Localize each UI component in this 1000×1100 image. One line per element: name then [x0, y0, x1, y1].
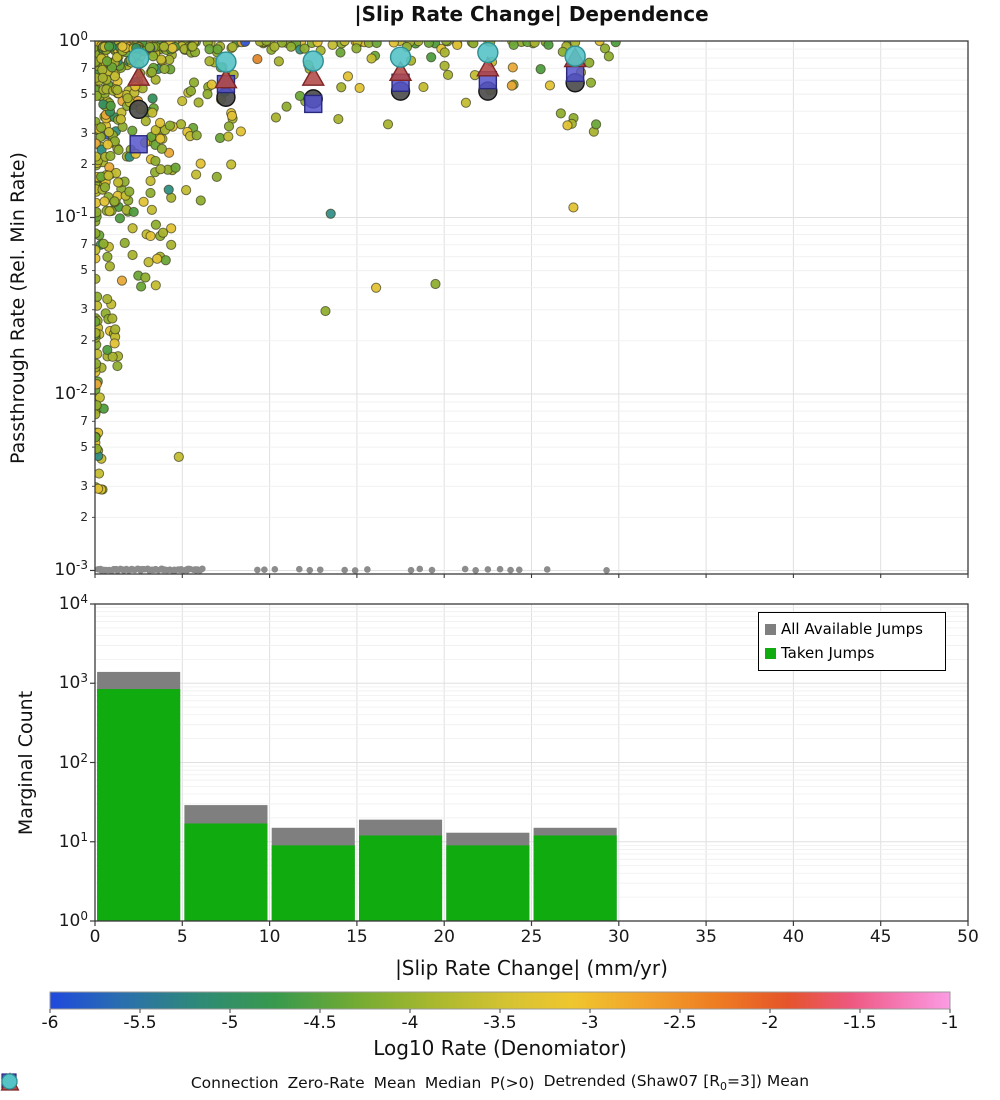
bar-taken-jumps [446, 845, 529, 921]
scatter-dot [253, 54, 262, 63]
scatter-dot [93, 349, 102, 358]
scatter-dot [427, 53, 436, 62]
scatter-dot [128, 250, 137, 259]
marker-legend-item [425, 1074, 481, 1092]
scatter-dot [110, 197, 119, 206]
scatter-dot [367, 54, 376, 63]
detrended-marker [216, 52, 236, 72]
scatter-dot [103, 252, 112, 261]
scatter-dot [148, 94, 157, 103]
colorbar [50, 992, 950, 1009]
scatter-dot [157, 144, 166, 153]
scatter-dot [507, 81, 516, 90]
top-y-minor-label: 3 [80, 302, 88, 317]
zero-rate-dot [416, 566, 423, 573]
detrended-marker [478, 43, 498, 63]
detrended-marker [303, 51, 323, 71]
scatter-dot [151, 281, 160, 290]
scatter-dot [123, 94, 132, 103]
top-y-tick-label: $10^{-3}$ [54, 558, 88, 581]
scatter-dot [508, 63, 517, 72]
scatter-dot [128, 126, 137, 135]
x-tick-label: 50 [957, 927, 979, 947]
scatter-dot [160, 64, 169, 73]
scatter-dot [93, 292, 102, 301]
scatter-dot [92, 380, 101, 389]
x-axis-label: |Slip Rate Change| (mm/yr) [395, 956, 668, 980]
legend-swatch [765, 648, 776, 659]
scatter-dot [98, 73, 107, 82]
scatter-dot [104, 42, 113, 51]
scatter-dot [125, 187, 134, 196]
colorbar-tick-label: -1.5 [843, 1013, 877, 1033]
scatter-dot [431, 279, 440, 288]
scatter-dot [196, 196, 205, 205]
scatter-dot [287, 42, 296, 51]
scatter-dot [270, 42, 279, 51]
scatter-dot [108, 314, 117, 323]
scatter-dot [147, 205, 156, 214]
top-y-minor-label: 2 [80, 333, 88, 348]
bar-taken-jumps [272, 845, 355, 921]
scatter-dot [118, 42, 127, 51]
scatter-dot [164, 185, 173, 194]
marker-legend-label: Detrended (Shaw07 $[R_0=3]$) Mean [543, 1072, 810, 1094]
detrended-marker [565, 46, 585, 66]
scatter-dot [241, 37, 250, 46]
scatter-dot [228, 42, 237, 51]
scatter-dot [116, 115, 125, 124]
scatter-dot [334, 114, 343, 123]
scatter-dot [372, 38, 381, 47]
scatter-dot [156, 134, 165, 143]
bar-taken-jumps [97, 689, 180, 921]
top-y-minor-label: 5 [80, 86, 88, 101]
scatter-dot [117, 276, 126, 285]
scatter-dot [106, 101, 115, 110]
marker-legend-label: Median [424, 1073, 482, 1092]
scatter-dot [545, 81, 554, 90]
scatter-dot [453, 40, 462, 49]
x-tick-label: 30 [607, 927, 630, 947]
scatter-dot [113, 361, 122, 370]
scatter-dot [105, 207, 114, 216]
scatter-dot [295, 91, 304, 100]
histogram-legend [758, 612, 946, 671]
colorbar-tick-label: -4 [401, 1013, 419, 1033]
x-tick-label: 0 [89, 927, 101, 947]
bottom-y-tick-label: $10^3$ [58, 671, 88, 694]
scatter-dot [192, 131, 201, 140]
scatter-dot [326, 209, 335, 218]
x-tick-label: 45 [869, 927, 892, 947]
marker-legend-label: Connection [190, 1073, 279, 1092]
colorbar-tick-label: -5 [221, 1013, 239, 1033]
scatter-dot [120, 238, 129, 247]
scatter-dot [94, 469, 103, 478]
x-tick-label: 40 [782, 927, 805, 947]
scatter-dot [155, 118, 164, 127]
x-tick-label: 5 [176, 927, 188, 947]
zero-rate-dot [254, 567, 261, 574]
top-y-minor-label: 7 [80, 60, 88, 75]
zero-rate-dot [296, 566, 303, 573]
zero-rate-dot [462, 566, 469, 573]
top-y-minor-label: 5 [80, 263, 88, 278]
marker-legend-item [191, 1074, 279, 1092]
scatter-dot [92, 208, 101, 217]
scatter-dot [536, 65, 545, 74]
zero-rate-dot [497, 566, 504, 573]
zero-rate-dot [199, 565, 206, 572]
chart-title: |Slip Rate Change| Dependence [354, 2, 709, 26]
zero-rate-dot [261, 566, 268, 573]
scatter-dot [227, 160, 236, 169]
scatter-dot [174, 452, 183, 461]
scatter-dot [144, 258, 153, 267]
top-y-minor-label: 7 [80, 413, 88, 428]
scatter-dot [146, 188, 155, 197]
x-tick-label: 15 [346, 927, 368, 947]
scatter-dot [182, 186, 191, 195]
x-tick-label: 25 [520, 927, 543, 947]
scatter-dot [148, 108, 157, 117]
scatter-dot [530, 38, 539, 47]
bottom-y-tick-label: $10^0$ [58, 909, 88, 931]
scatter-dot [167, 240, 176, 249]
bar-taken-jumps [184, 823, 267, 921]
scatter-dot [104, 128, 113, 137]
scatter-dot [424, 38, 433, 47]
scatter-dot [99, 239, 108, 248]
circle-legend-icon [0, 1072, 19, 1091]
scatter-dot [271, 113, 280, 122]
colorbar-tick-label: -1 [941, 1013, 959, 1033]
top-y-minor-label: 2 [80, 156, 88, 171]
scatter-dot [213, 45, 222, 54]
scatter-dot [569, 203, 578, 212]
scatter-dot [102, 57, 111, 66]
zero-rate-dot [272, 566, 279, 573]
scatter-dot [168, 43, 177, 52]
bottom-y-axis-label: Marginal Count [15, 690, 37, 836]
scatter-dot [215, 133, 224, 142]
scatter-dot [129, 207, 138, 216]
scatter-dot [383, 120, 392, 129]
marker-legend-item [374, 1074, 416, 1092]
scatter-dot [106, 151, 115, 160]
colorbar-label: Log10 Rate (Denomiator) [373, 1036, 627, 1060]
scatter-dot [336, 48, 345, 57]
colorbar-tick-label: -5.5 [123, 1013, 157, 1033]
scatter-dot [103, 140, 112, 149]
marker-legend-item [288, 1074, 365, 1092]
bottom-y-tick-label: $10^1$ [58, 829, 88, 852]
scatter-dot [110, 339, 119, 348]
scatter-dot [100, 183, 109, 192]
legend-swatch [765, 624, 776, 635]
scatter-dot [146, 231, 155, 240]
scatter-dot [352, 44, 361, 53]
scatter-dot [355, 83, 364, 92]
scatter-dot [100, 197, 109, 206]
scatter-dot [145, 42, 154, 51]
scatter-dot [611, 38, 620, 47]
colorbar-tick-label: -6 [41, 1013, 59, 1033]
bottom-y-tick-label: $10^4$ [58, 592, 88, 614]
top-y-tick-label: $10^{-1}$ [54, 205, 88, 228]
scatter-dot [337, 83, 346, 92]
top-y-axis-label: Passthrough Rate (Rel. Min Rate) [7, 152, 29, 464]
scatter-dot [147, 67, 156, 76]
zero-rate-dot [603, 567, 610, 574]
scatter-dot [128, 224, 137, 233]
scatter-dot [188, 42, 197, 51]
bar-taken-jumps [534, 835, 617, 921]
legend-item-label: All Available Jumps [781, 620, 923, 638]
scatter-dot [158, 228, 167, 237]
median-marker [130, 136, 147, 153]
zero-rate-dot [429, 567, 436, 574]
scatter-dot [321, 306, 330, 315]
scatter-dot [104, 171, 113, 180]
marker-legend-label: Mean [373, 1073, 416, 1092]
scatter-dot [192, 170, 201, 179]
scatter-dot [461, 98, 470, 107]
scatter-dot [176, 120, 185, 129]
top-y-tick-label: $10^0$ [58, 29, 88, 51]
top-y-minor-label: 5 [80, 439, 88, 454]
scatter-dot [227, 111, 236, 120]
scatter-dot [509, 40, 518, 49]
scatter-dot [105, 262, 114, 271]
scatter-dot [111, 325, 120, 334]
scatter-dot [159, 42, 168, 51]
scatter-dot [114, 145, 123, 154]
legend-item [765, 641, 939, 665]
scatter-dot [137, 282, 146, 291]
x-tick-label: 20 [433, 927, 455, 947]
zero-rate-dot [485, 566, 492, 573]
scatter-dot [91, 359, 100, 368]
scatter-dot [156, 165, 165, 174]
zero-rate-dot [306, 567, 313, 574]
scatter-dot [372, 283, 381, 292]
scatter-dot [91, 198, 100, 207]
scatter-dot [151, 156, 160, 165]
scatter-dot [113, 85, 122, 94]
scatter-dot [92, 444, 101, 453]
scatter-dot [212, 172, 221, 181]
scatter-dot [151, 220, 160, 229]
scatter-dot [389, 38, 398, 47]
scatter-dot [203, 89, 212, 98]
marker-legend-label: P(>0) [490, 1073, 535, 1092]
colorbar-tick-label: -4.5 [303, 1013, 337, 1033]
scatter-dot [274, 57, 283, 66]
scatter-dot [469, 39, 478, 48]
colorbar-tick-label: -3.5 [483, 1013, 517, 1033]
scatter-dot [236, 127, 245, 136]
zero-rate-dot [317, 566, 324, 573]
colorbar-tick-label: -2.5 [663, 1013, 697, 1033]
scatter-dot [148, 52, 157, 61]
mean-marker [130, 100, 148, 118]
median-marker [305, 95, 322, 112]
scatter-dot [586, 78, 595, 87]
scatter-dot [103, 294, 112, 303]
top-y-minor-label: 2 [80, 509, 88, 524]
scatter-dot [591, 120, 600, 129]
scatter-dot [153, 254, 162, 263]
scatter-dot [171, 163, 180, 172]
scatter-dot [440, 61, 449, 70]
scatter-dot [196, 159, 205, 168]
scatter-dot [205, 57, 214, 66]
scatter-dot [92, 301, 101, 310]
marker-legend-item [490, 1074, 534, 1092]
scatter-dot [114, 178, 123, 187]
zero-rate-dot [544, 566, 551, 573]
zero-rate-dot [364, 566, 371, 573]
marker-legend-item [544, 1072, 810, 1093]
top-y-minor-label: 7 [80, 237, 88, 252]
top-y-minor-label: 3 [80, 478, 88, 493]
zero-rate-dot [472, 567, 479, 574]
scatter-dot [165, 121, 174, 130]
colorbar-tick-label: -3 [581, 1013, 599, 1033]
scatter-dot [224, 132, 233, 141]
scatter-dot [103, 345, 112, 354]
marker-legend [0, 1072, 1000, 1093]
colorbar-tick-label: -2 [761, 1013, 779, 1033]
bottom-y-tick-label: $10^2$ [58, 750, 88, 773]
scatter-dot [343, 72, 352, 81]
detrended-marker [129, 48, 149, 68]
legend-item [765, 617, 939, 641]
zero-rate-dot [408, 567, 415, 574]
top-y-minor-label: 3 [80, 125, 88, 140]
marker-legend-label: Zero-Rate [287, 1073, 365, 1092]
bar-taken-jumps [359, 835, 442, 921]
scatter-dot [604, 52, 613, 61]
scatter-dot [313, 38, 322, 47]
scatter-dot [419, 82, 428, 91]
zero-rate-dot [352, 567, 359, 574]
scatter-dot [556, 109, 565, 118]
scatter-dot [194, 98, 203, 107]
scatter-dot [443, 70, 452, 79]
scatter-dot [178, 96, 187, 105]
scatter-dot [224, 122, 233, 131]
detrended-marker [391, 47, 411, 67]
x-tick-label: 10 [258, 927, 281, 947]
x-tick-label: 35 [695, 927, 717, 947]
top-y-tick-label: $10^{-2}$ [54, 381, 88, 404]
scatter-dot [282, 102, 291, 111]
legend-item-label: Taken Jumps [781, 644, 875, 662]
scatter-dot [141, 273, 150, 282]
zero-rate-dot [516, 566, 523, 573]
scatter-dot [139, 197, 148, 206]
zero-rate-dot [341, 567, 348, 574]
scatter-dot [146, 176, 155, 185]
zero-rate-dot [507, 567, 514, 574]
scatter-dot [186, 86, 195, 95]
scatter-dot [189, 78, 198, 87]
scatter-dot [440, 48, 449, 57]
scatter-dot [563, 121, 572, 130]
scatter-dot [161, 256, 170, 265]
scatter-dot [92, 401, 101, 410]
scatter-dot [115, 214, 124, 223]
